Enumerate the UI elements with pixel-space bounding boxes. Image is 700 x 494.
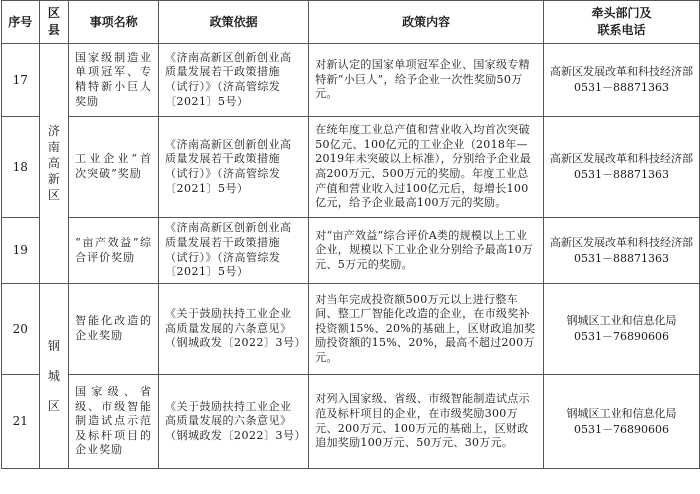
policy-basis: 《济南高新区创新创业高质量发展若干政策措施（试行）》（济高管综发〔2021〕5号） bbox=[159, 117, 309, 218]
table-row bbox=[2, 218, 700, 284]
policy-content: 在统年度工业总产值和营业收入均首次突破50亿元、100亿元的工业企业（2018年—2019年未突破以上标准），分别给予企业最高200万元、500万元的奖励。年度工业总产值和营业收入过100亿元后，每增长100亿元，给予企业最高100万元的奖励。 bbox=[309, 117, 544, 218]
dept-contact bbox=[543, 218, 699, 284]
dept-name: 钢城区工业和信息化局 bbox=[566, 406, 677, 420]
item-name: 工业企业“首次突破”奖励 bbox=[69, 117, 159, 218]
row-number: 20 bbox=[2, 284, 40, 375]
dept-phone: 0531－88871363 bbox=[573, 81, 669, 94]
policy-table bbox=[1, 0, 700, 469]
district-name: 钢城区 bbox=[47, 339, 60, 413]
dept-contact bbox=[543, 284, 699, 375]
dept-contact bbox=[543, 44, 699, 117]
header-content: 政策内容 bbox=[309, 1, 544, 44]
policy-content: 对当年完成投资额500万元以上进行整车间、整工厂智能化改造的企业，在市级奖补投资额15%、20%的基础上，区财政追加奖励投资额的15%、20%，最高不超过200万元。 bbox=[309, 284, 544, 375]
policy-basis: 《济南高新区创新创业高质量发展若干政策措施（试行）》（济高管综发〔2021〕5号） bbox=[159, 218, 309, 284]
table-header-row bbox=[2, 1, 700, 44]
row-number: 19 bbox=[2, 218, 40, 284]
header-dept-line1: 牵头部门及 bbox=[591, 6, 652, 20]
district-cell bbox=[39, 284, 69, 469]
policy-basis: 《济南高新区创新创业高质量发展若干政策措施（试行）》（济高管综发〔2021〕5号） bbox=[159, 44, 309, 117]
item-name: 智能化改造的企业奖励 bbox=[69, 284, 159, 375]
district-cell bbox=[39, 44, 69, 284]
district-name: 济南高新区 bbox=[47, 124, 60, 203]
dept-name: 高新区发展改革和科技经济部 bbox=[549, 152, 693, 165]
dept-phone: 0531－88871363 bbox=[573, 168, 669, 181]
row-number: 18 bbox=[2, 117, 40, 218]
table-row bbox=[2, 284, 700, 375]
dept-phone: 0531－76890606 bbox=[573, 422, 669, 436]
row-number: 17 bbox=[2, 44, 40, 117]
dept-contact bbox=[543, 375, 699, 469]
policy-content: 对新认定的国家单项冠军企业、国家级专精特新“小巨人”，给予企业一次性奖励50万元。 bbox=[309, 44, 544, 117]
item-name: 国家级、省级、市级智能制造试点示范及标杆项目的企业奖励 bbox=[69, 375, 159, 469]
dept-name: 钢城区工业和信息化局 bbox=[566, 314, 677, 327]
row-number: 21 bbox=[2, 375, 40, 469]
dept-phone: 0531－76890606 bbox=[573, 330, 669, 343]
table-row bbox=[2, 44, 700, 117]
header-dept bbox=[543, 1, 699, 44]
header-basis: 政策依据 bbox=[159, 1, 309, 44]
dept-name: 高新区发展改革和科技经济部 bbox=[549, 65, 693, 78]
header-district: 区县 bbox=[39, 1, 69, 44]
policy-basis: 《关于鼓励扶持工业企业高质量发展的六条意见》（钢城政发〔2022〕3号） bbox=[159, 375, 309, 469]
header-seq: 序号 bbox=[2, 1, 40, 44]
header-dept-line2: 联系电话 bbox=[597, 23, 646, 37]
dept-contact bbox=[543, 117, 699, 218]
dept-phone: 0531－88871363 bbox=[573, 251, 669, 265]
policy-content: 对列入国家级、省级、市级智能制造试点示范及标杆项目的企业，在市级奖励300万元、200万元、100万元的基础上，区财政追加奖励100万元、50万元、30万元。 bbox=[309, 375, 544, 469]
policy-content: 对“亩产效益”综合评价A类的规模以上工业企业，规模以下工业企业分别给予最高10万元、5万元的奖励。 bbox=[309, 218, 544, 284]
dept-name: 高新区发展改革和科技经济部 bbox=[549, 235, 693, 249]
policy-basis: 《关于鼓励扶持工业企业高质量发展的六条意见》（钢城政发〔2022〕3号） bbox=[159, 284, 309, 375]
item-name: 国家级制造业单项冠军、专精特新小巨人奖励 bbox=[69, 44, 159, 117]
item-name: “亩产效益”综合评价奖励 bbox=[69, 218, 159, 284]
table-row bbox=[2, 117, 700, 218]
table-row bbox=[2, 375, 700, 469]
header-item: 事项名称 bbox=[69, 1, 159, 44]
